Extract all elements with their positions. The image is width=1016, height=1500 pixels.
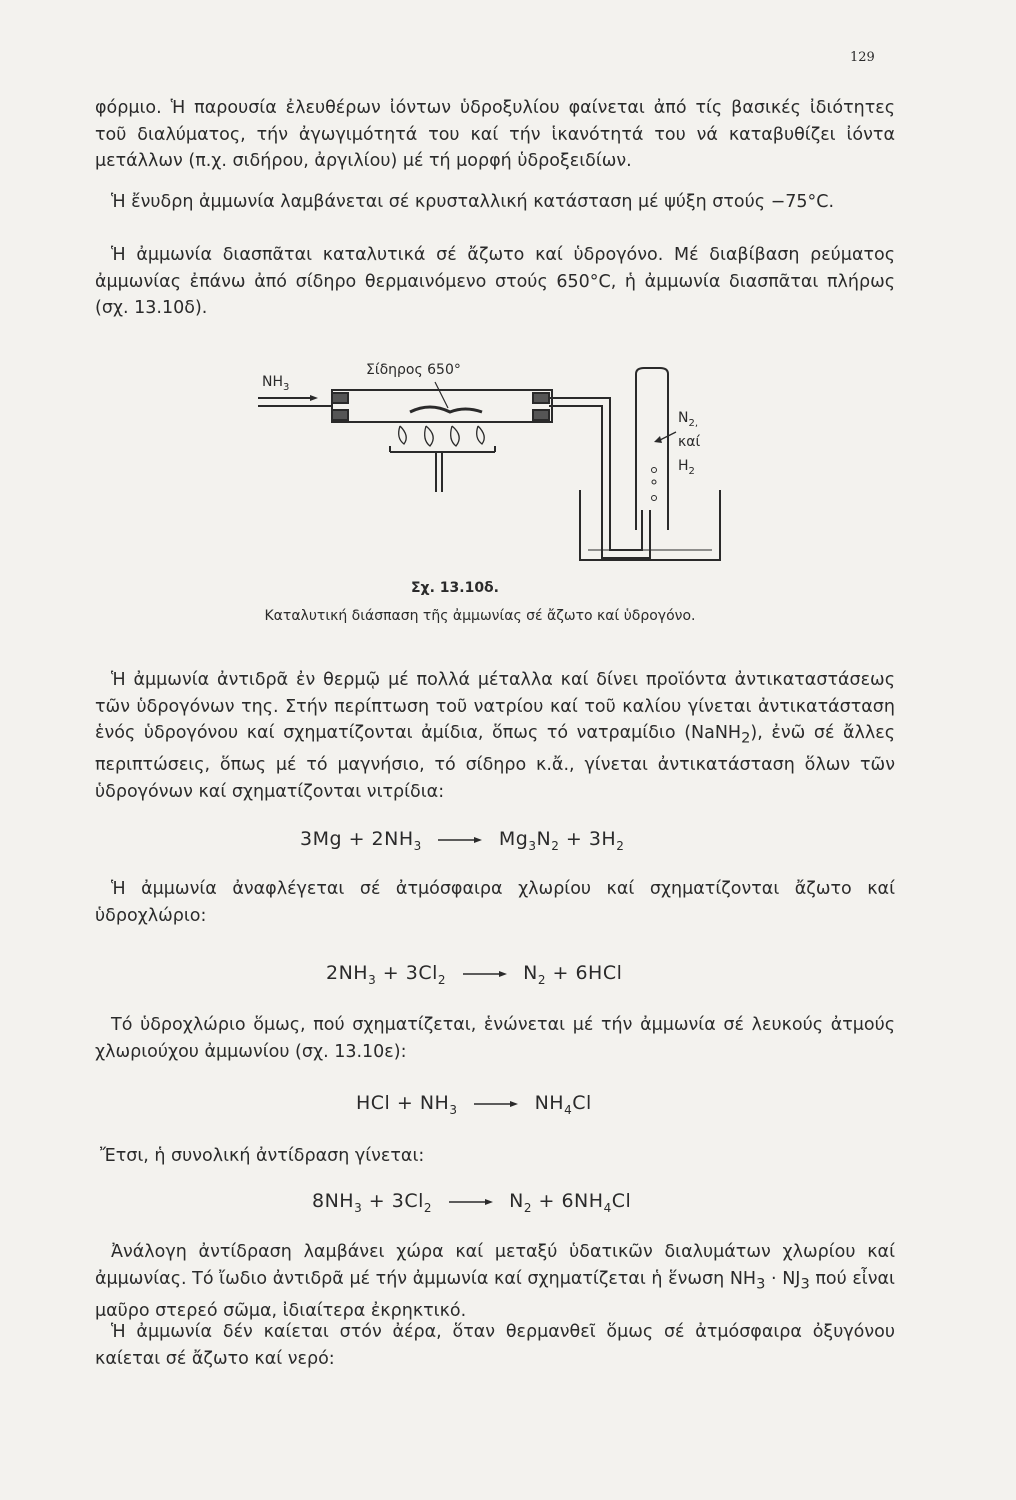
label-nitrogen: $N_{2,}$ — [678, 410, 699, 429]
reaction-arrow-icon — [474, 1092, 518, 1114]
paragraph-metals-reaction: Ἡ ἀμμωνία ἀντιδρᾶ ἐν θερμῷ μέ πολλά μέταλλα καί δίνει προϊόντα ἀντικαταστάσεως τῶν ὑδρογόνων της. Στήν περίπτωση τοῦ νατρίου καί τοῦ καλίου γίνεται ἀντικατάσταση ἑνός ὑδρογόνου καί σχηματίζονται ἀμίδια, ὅπως τό νατραμίδιο (NaNH$_2$), ἐνῶ σέ ἄλλες περιπτώσεις, ὅπως μέ τό μαγνήσιο, τό σίδηρο κ.ἄ., γίνεται ἀντικατάσταση ὅλων τῶν ὑδρογόνων καί σχηματίζονται νιτρίδια: — [95, 670, 895, 802]
collecting-tube — [636, 368, 668, 530]
label-hydrogen: $H_2$ — [678, 458, 695, 477]
iron-catalyst — [410, 407, 482, 412]
equation-overall: $8NH_3 + 3Cl_2$ $N_2 + 6NH_4Cl$ — [312, 1190, 632, 1215]
reaction-arrow-icon — [438, 828, 482, 850]
reaction-arrow-icon — [463, 962, 507, 984]
paragraph-overall-reaction: Ἔτσι, ἡ συνολική ἀντίδραση γίνεται: — [100, 1146, 425, 1166]
page-number: 129 — [850, 50, 875, 65]
figure-caption-text: Καταλυτική διάσπαση τῆς ἀμμωνίας σέ ἄζωτο καί ὑδρογόνο. — [264, 608, 696, 624]
label-ammonia: $NH_3$ — [262, 374, 290, 393]
paragraph-catalytic-decomposition: Ἡ ἀμμωνία διασπᾶται καταλυτικά σέ ἄζωτο καί ὑδρογόνο. Μέ διαβίβαση ρεύματος ἀμμωνίας ἐπάνω ἀπό σίδηρο θερμαινόμενο στούς 650°C, ἡ ἀμμωνία διασπᾶται πλήρως (σχ. 13.10δ). — [95, 245, 895, 319]
reaction-arrow-icon — [449, 1190, 493, 1212]
paragraph-fluorine-hydroxide: φόρμιο. Ἡ παρουσία ἐλευθέρων ἰόντων ὑδροξυλίου φαίνεται ἀπό τίς βασικές ἰδιότητες τοῦ διαλύματος, τήν ἀγωγιμότητά του καί τήν ἱκανότητά του νά καταβυθίζει ἰόντα μετάλλων (π.χ. σιδήρου, ἀργιλίου) μέ τή μορφή ὑδροξειδίων. — [95, 98, 895, 172]
paragraph-ammonium-chloride: Τό ὑδροχλώριο ὅμως, πού σχηματίζεται, ἑνώνεται μέ τήν ἀμμωνία σέ λευκούς ἀτμούς χλωριούχου ἀμμωνίου (σχ. 13.10ε): — [95, 1015, 895, 1062]
equation-magnesium-nitride: $3Mg + 2NH_3$ $Mg_3N_2 + 3H_2$ — [300, 828, 625, 853]
equation-ammonium-chloride: HCl + $NH_3$ $NH_4Cl$ — [356, 1092, 592, 1117]
catalytic-decomposition-diagram — [250, 360, 770, 570]
paragraph-hydrous-ammonia: Ἡ ἔνυδρη ἀμμωνία λαμβάνεται σέ κρυσταλλική κατάσταση μέ ψύξη στούς −75°C. — [111, 192, 835, 212]
paragraph-iodine-reaction: Ἀνάλογη ἀντίδραση λαμβάνει χώρα καί μεταξύ ὑδατικῶν διαλυμάτων χλωρίου καί ἀμμωνίας. Τό ἴωδιο ἀντιδρᾶ μέ τήν ἀμμωνία καί σχηματίζεται ἡ ἕνωση $NH_3 \cdot NJ_3$ πού εἶναι μαῦρο στερεό σῶμα, ἰδιαίτερα ἐκρηκτικό. — [95, 1242, 895, 1321]
paragraph-chlorine-ignition: Ἡ ἀμμωνία ἀναφλέγεται σέ ἀτμόσφαιρα χλωρίου καί σχηματίζονται ἄζωτο καί ὑδροχλώριο: — [95, 879, 895, 926]
label-and: καί — [678, 434, 701, 450]
label-iron-650: Σίδηρος 650° — [366, 362, 461, 378]
figure-caption-title: Σχ. 13.10δ. — [410, 580, 499, 596]
equation-chlorine: $2NH_3 + 3Cl_2$ $N_2 + 6HCl$ — [326, 962, 623, 987]
paragraph-oxygen-combustion: Ἡ ἀμμωνία δέν καίεται στόν ἀέρα, ὅταν θερμανθεῖ ὅμως σέ ἀτμόσφαιρα ὀξυγόνου καίεται σέ ἄζωτο καί νερό: — [95, 1322, 895, 1369]
